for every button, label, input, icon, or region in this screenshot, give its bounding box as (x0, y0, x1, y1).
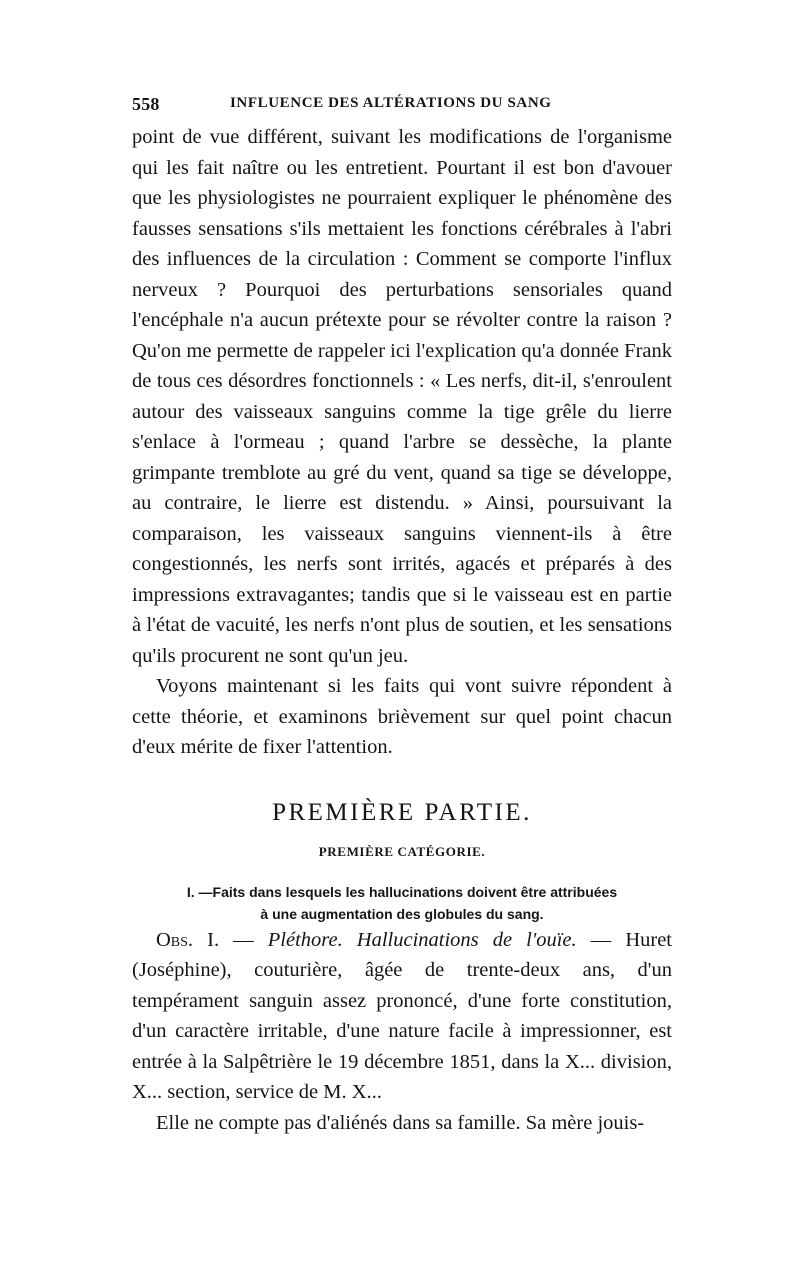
observation-label: Obs. I. — (156, 928, 254, 951)
book-page (132, 86, 672, 1138)
observation-title: Pléthore. Hallucinations de l'ouïe. (267, 928, 577, 951)
paragraph-family: Elle ne compte pas d'aliénés dans sa famille. Sa mère jouis- (156, 1111, 645, 1134)
part-title: PREMIÈRE PARTIE. (272, 798, 532, 826)
paragraph-continuation: point de vue différent, suivant les modifications de l'organisme qui les fait naître ou les entretient. Pourtant il est bon d'avouer que les physiologistes ne pourraient expliquer le phénomène des fausses sensations s'ils mettaient les fonctions cérébrales à l'abri des influences de la circulation : Comment se comporte l'influx nerveux ? Pourquoi des perturbations sensoriales quand l'encéphale n'a aucun prétexte pour se révolter contre la raison ? Qu'on me permette de rappeler ici l'explication qu'a donnée Frank de tous ces désordres fonctionnels : « Les nerfs, dit-il, s'enroulent autour des vaisseaux sanguins comme la tige grêle du lierre s'enlace à l'ormeau ; quand l'arbre se dessèche, la plante grimpante tremblote au gré du vent, quand sa tige se développe, au contraire, le lierre est distendu. » Ainsi, poursuivant la comparaison, les vaisseaux sanguins viennent-ils à être congestionnés, les nerfs sont irrités, agacés et préparés à des impressions extravagantes; tandis que si le vaisseau est en partie à l'état de vacuité, les nerfs n'ont plus de soutien, et les sensations qu'ils procurent ne sont qu'un jeu. (132, 126, 672, 667)
section-heading-line-1: I. —Faits dans lesquels les hallucinations doivent être attribuées (186, 883, 618, 900)
section-heading-line-2: à une augmentation des globules du sang. (260, 905, 544, 922)
running-header (132, 86, 672, 122)
paragraph-transition: Voyons maintenant si les faits qui vont suivre répondent à cette théorie, et examinons brièvement sur quel point chacun d'eux mérite de fixer l'attention. (132, 675, 672, 758)
observation-paragraph (132, 925, 672, 1108)
observation-text: — Huret (Joséphine), couturière, âgée de trente-deux ans, d'un tempérament sanguin assez prononcé, d'une forte constitution, d'un caractère irritable, d'une nature facile à impressionner, est entrée à la Salpêtrière le 19 décembre 1851, dans la X... division, X... section, service de M. X... (132, 928, 672, 1103)
category-title: PREMIÈRE CATÉGORIE. (318, 843, 486, 859)
running-title: INFLUENCE DES ALTÉRATIONS DU SANG (230, 95, 552, 111)
section-heading (132, 881, 672, 925)
page-number: 558 (132, 94, 160, 114)
body-text (132, 122, 672, 1138)
